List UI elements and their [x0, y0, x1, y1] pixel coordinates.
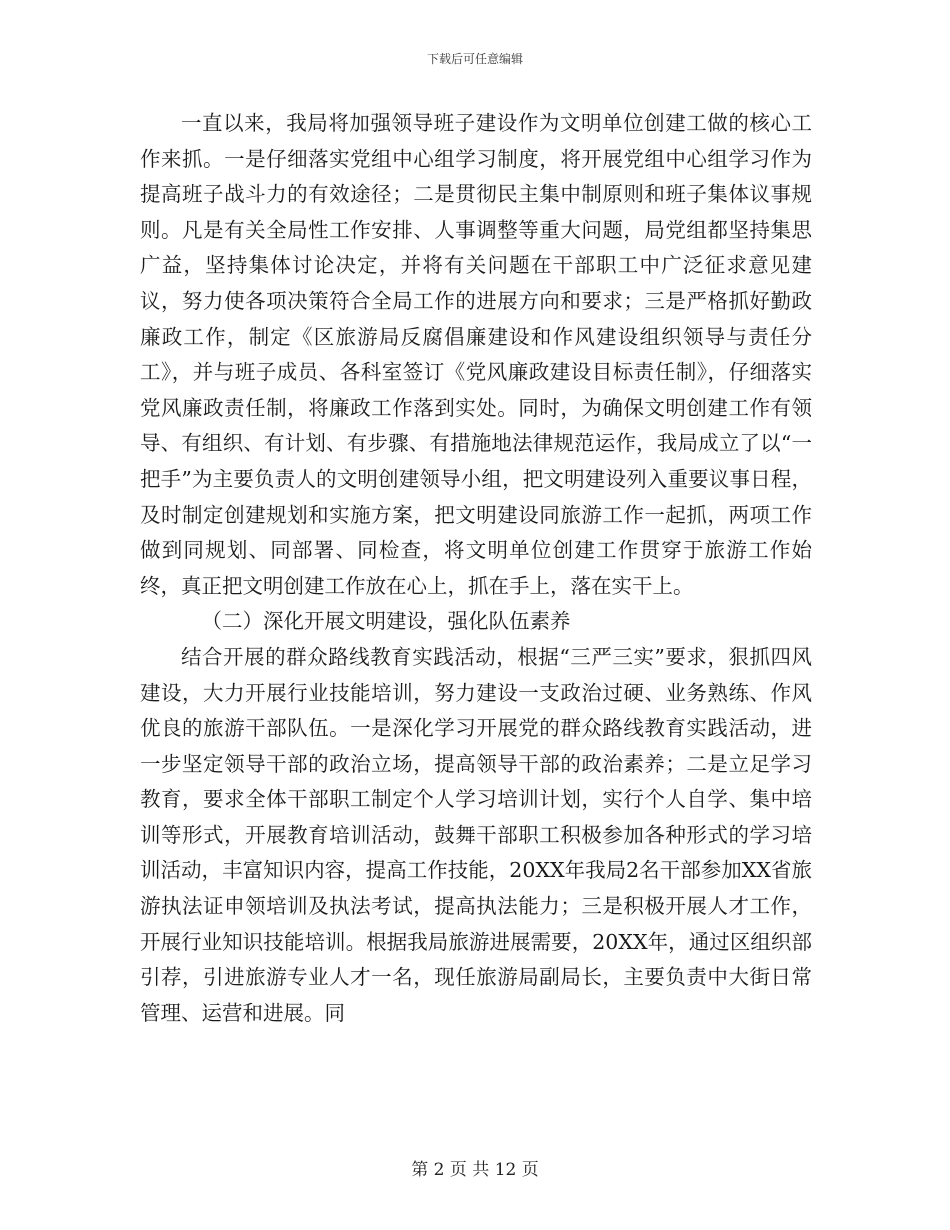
paragraph-team-quality: 结合开展的群众路线教育实践活动，根据“三严三实”要求，狠抓四风建设，大力开展行业技能培训，努力建设一支政治过硬、业务熟练、作风优良的旅游干部队伍。一是深化学习开展党的群众路线教育实践活动，进一步坚定领导干部的政治立场，提高领导干部的政治素养；二是立足学习教育，要求全体干部职工制定个人学习培训计划，实行个人自学、集中培训等形式，开展教育培训活动，鼓舞干部职工积极参加各种形式的学习培训活动，丰富知识内容，提高工作技能，20XX年我局2名干部参加XX省旅游执法证申领培训及执法考试，提高执法能力；三是积极开展人才工作，开展行业知识技能培训。根据我局旅游进展需要，20XX年，通过区组织部引荐，引进旅游专业人才一名，现任旅游局副局长，主要负责中大街日常管理、运营和进展。同 — [140, 644, 812, 1025]
section-heading: （二）深化开展文明建设，强化队伍素养 — [201, 609, 571, 634]
page-header: 下载后可任意编辑 — [426, 52, 523, 66]
document-body — [140, 106, 812, 1031]
page-number: 第 2 页 共 12 页 — [411, 1160, 539, 1180]
paragraph-leadership: 一直以来，我局将加强领导班子建设作为文明单位创建工做的核心工作来抓。一是仔细落实党组中心组学习制度，将开展党组中心组学习作为提高班子战斗力的有效途径；二是贯彻民主集中制原则和班子集体议事规则。凡是有关全局性工作安排、人事调整等重大问题，局党组都坚持集思广益，坚持集体讨论决定，并将有关问题在干部职工中广泛征求意见建议，努力使各项决策符合全局工作的进展方向和要求；三是严格抓好勤政廉政工作，制定《区旅游局反腐倡廉建设和作风建设组织领导与责任分工》，并与班子成员、各科室签订《党风廉政建设目标责任制》，仔细落实党风廉政责任制，将廉政工作落到实处。同时，为确保文明创建工作有领导、有组织、有计划、有步骤、有措施地法律规范运作，我局成立了以“一把手”为主要负责人的文明创建领导小组，把文明建设列入重要议事日程，及时制定创建规划和实施方案，把文明建设同旅游工作一起抓，两项工作做到同规划、同部署、同检查，将文明单位创建工作贯穿于旅游工作始终，真正把文明创建工作放在心上，抓在手上，落在实干上。 — [140, 111, 812, 598]
